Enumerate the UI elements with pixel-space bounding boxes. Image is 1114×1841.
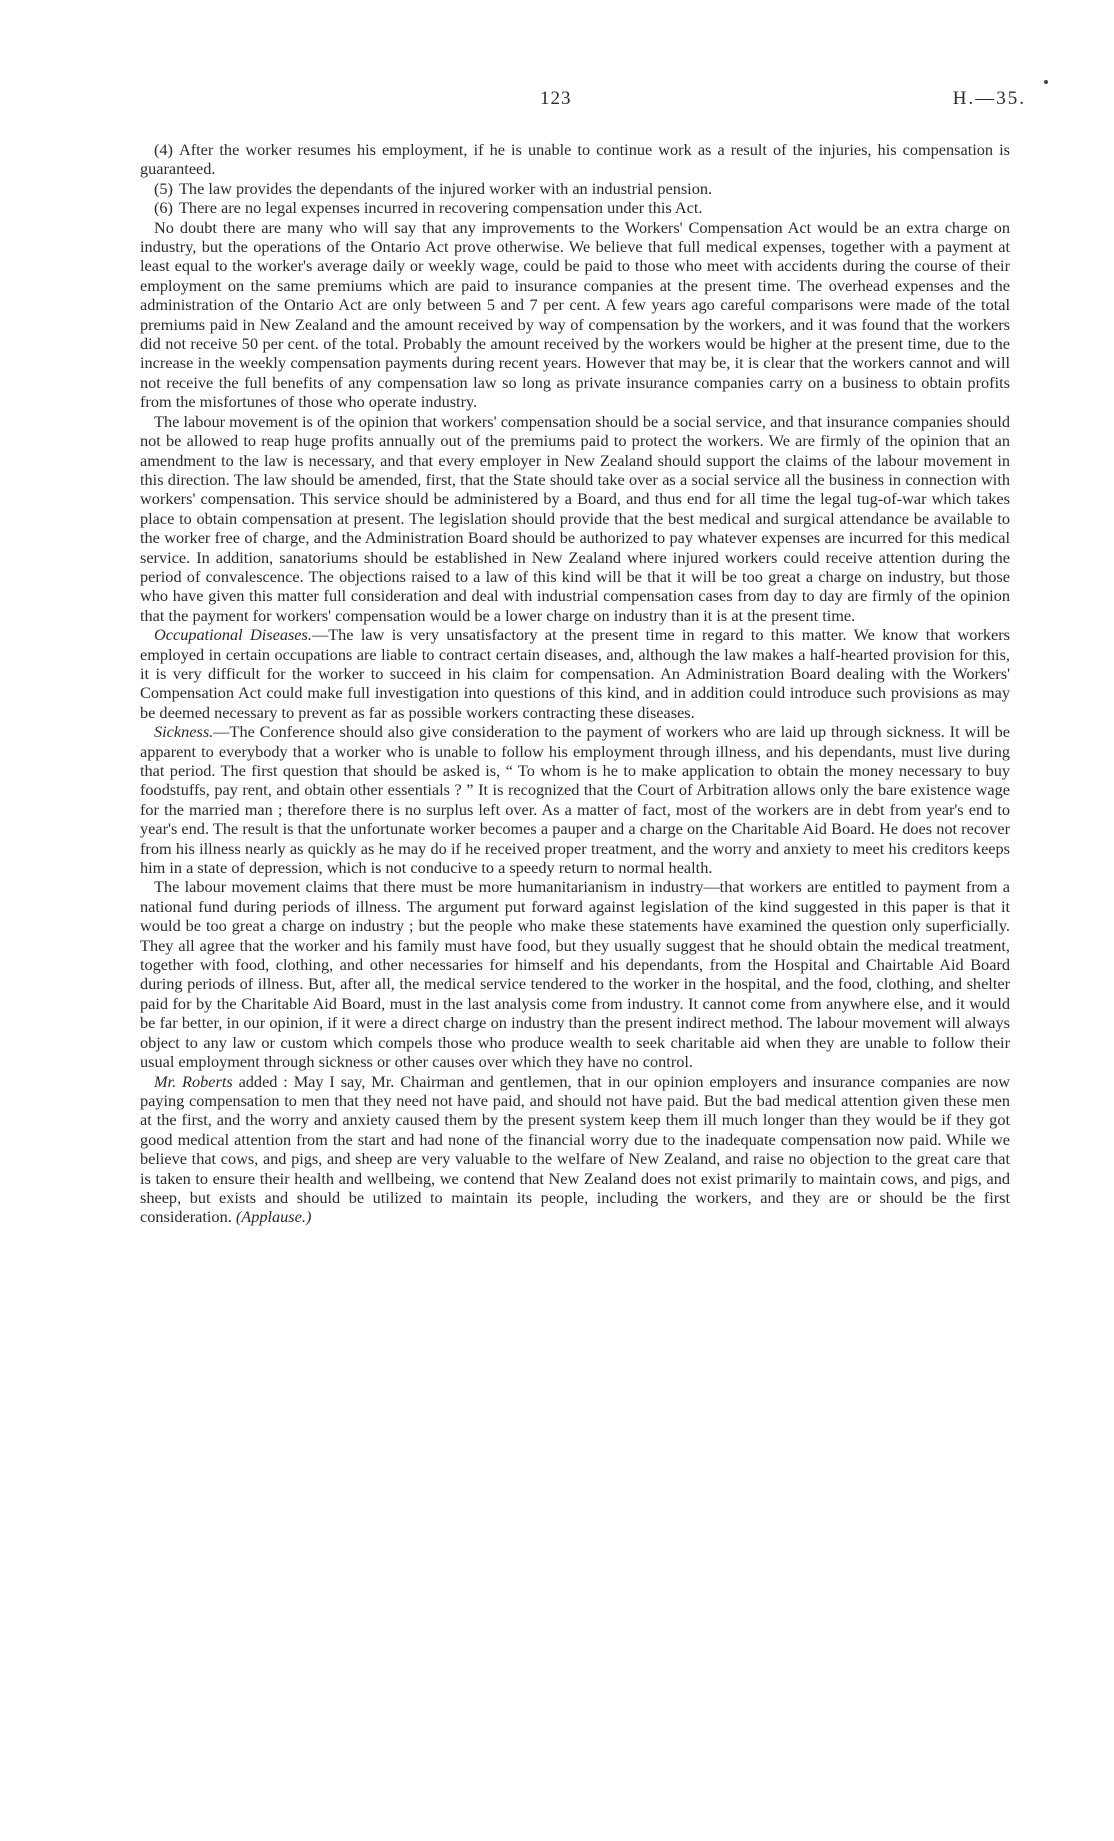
list-text: After the worker resumes his employment, if he is unable to continue work as a result of the injuries, his compensation is guaranteed.	[140, 140, 1010, 179]
list-text: There are no legal expenses incurred in recovering compensation under this Act.	[178, 198, 703, 218]
list-number: (4)	[154, 140, 173, 159]
paragraph-social-service: The labour movement is of the opinion that workers' compensation should be a social service, and that insurance companies should not be allowed to reap huge profits annually out of the premiums paid to protect the workers. We are firmly of the opinion that an amendment to the law is necessary, and that every employer in New Zealand should support the claims of the labour movement in this direction. The law should be amended, first, that the State should take over as a social service all the business in connection with workers' compensation. This service should be administered by a Board, and thus end for all time the legal tug-of-war which takes place to obtain compensation at present. The legislation should provide that the best medical and surgical attendance be available to the worker free of charge, and the Administration Board should be authorized to pay whatever expenses are incurred for this medical service. In addition, sanatoriums should be established in New Zealand where injured workers could receive attention during the period of convalescence. The objections raised to a law of this kind will be that it will be too great a charge on industry, but those who have given this matter full consideration and deal with industrial compensation cases from day to day are firmly of the opinion that the payment for workers' compensation would be a lower charge on industry than it is at the present time.	[140, 411, 1010, 625]
section-heading-sickness: Sickness.	[154, 722, 214, 742]
paragraph-text: added : May I say, Mr. Chairman and gentlemen, that in our opinion employers and insurance companies are now paying compensation to men that they need not have paid, and should not have paid. But the bad medical attention given these men at the first, and the worry and anxiety caused them by the present system keep them ill much longer than they would be if they got good medical attention from the start and had none of the financial worry due to the inadequate compensation now paid. While we believe that cows, and pigs, and sheep are very valuable to the welfare of New Zealand, and raise no objection to the great care that is taken to ensure their health and wellbeing, we contend that New Zealand does not exist primarily to maintain cows, and pigs, and sheep, but exists and should be utilized to maintain its people, including the workers, and they are or should be the first consideration.	[140, 1071, 1010, 1227]
paragraph-ontario-act: No doubt there are many who will say that any improvements to the Workers' Compensation Act would be an extra charge on industry, but the operations of the Ontario Act prove otherwise. We believe that full medical expenses, together with a payment at least equal to the worker's average daily or weekly wage, could be paid to those who meet with accidents during the course of their employment on the same premiums which are paid to insurance companies at the present time. The overhead expenses and the administration of the Ontario Act are only between 5 and 7 per cent. A few years ago careful comparisons were made of the total premiums paid in New Zealand and the amount received by way of compensation by the workers, and it was found that the workers did not receive 50 per cent. of the total. Probably the amount received by the workers would be higher at the present time, due to the increase in the weekly compensation payments during recent years. However that may be, it is clear that the workers cannot and will not receive the full benefits of any compensation law so long as private insurance companies carry on a business to obtain profits from the misfortunes of those who operate industry.	[140, 217, 1010, 412]
paragraph-occupational-diseases	[140, 625, 1010, 722]
paragraph-text: —The Conference should also give consideration to the payment of workers who are laid up through sickness. It will be apparent to everybody that a worker who is unable to follow his employment through illness, and his dependants, must live during that period. The first question that should be asked is, “ To whom is he to make application to obtain the money necessary to buy foodstuffs, pay rent, and obtain other essentials ? ” It is recognized that the Court of Arbitration allows only the bare existence wage for the married man ; therefore there is no surplus left over. As a matter of fact, most of the workers are in debt from year's end to year's end. The result is that the unfortunate worker becomes a pauper and a charge on the Charitable Aid Board. He does not recover from his illness nearly as quickly as he may do if he received proper treatment, and the worry and anxiety to meet his creditors keeps him in a state of depression, which is not conducive to a speedy return to normal health.	[140, 722, 1010, 878]
section-heading-occupational-diseases: Occupational Diseases.	[154, 625, 312, 645]
list-item-5	[140, 179, 1010, 198]
list-number: (6)	[154, 198, 173, 218]
document-reference: H.—35.	[952, 88, 1026, 109]
margin-speck	[1044, 80, 1048, 84]
paragraph-humanitarianism: The labour movement claims that there must be more humanitarianism in industry—that workers are entitled to payment from a national fund during periods of illness. The argument put forward against legislation of the kind suggested in this paper is that it would be too great a charge on industry ; but the people who make these statements have examined the question only superficially. They all agree that the worker and his family must have food, but they usually suggest that he should obtain the medical treatment, together with food, clothing, and other necessaries for himself and his dependants, from the Hospital and Chairtable Aid Board during periods of illness. But, after all, the medical service tendered to the worker in the hospital, and the food, clothing, and shelter paid for by the Charitable Aid Board, must in the last analysis come from industry. It cannot come from anywhere else, and it would be far better, in our opinion, if it were a direct charge on industry than the present indirect method. The labour movement will always object to any law or custom which compels those who produce wealth to seek charitable aid when they are unable to follow their usual employment through sickness or other causes over which they have no control.	[140, 877, 1010, 1072]
page-number: 123	[540, 88, 572, 109]
list-item-6	[140, 198, 1010, 217]
list-number: (5)	[154, 178, 173, 198]
document-body	[140, 140, 1010, 1227]
page-header	[0, 88, 1114, 116]
applause-note: (Applause.)	[235, 1207, 312, 1227]
paragraph-text: —The law is very unsatisfactory at the present time in regard to this matter. We know that workers employed in certain occupations are liable to contract certain diseases, and, although the law makes a half-hearted provision for this, it is very difficult for the worker to succeed in his claim for compensation. An Administration Board dealing with the Workers' Compensation Act could make full investigation into questions of this kind, and in addition could introduce such provisions as may be deemed necessary to prevent as far as possible workers contracting these diseases.	[140, 625, 1010, 722]
paragraph-roberts	[140, 1072, 1010, 1227]
speaker-name: Mr. Roberts	[154, 1071, 233, 1091]
paragraph-sickness	[140, 722, 1010, 877]
list-text: The law provides the dependants of the injured worker with an industrial pension.	[178, 178, 713, 198]
list-item-4	[140, 140, 1010, 179]
